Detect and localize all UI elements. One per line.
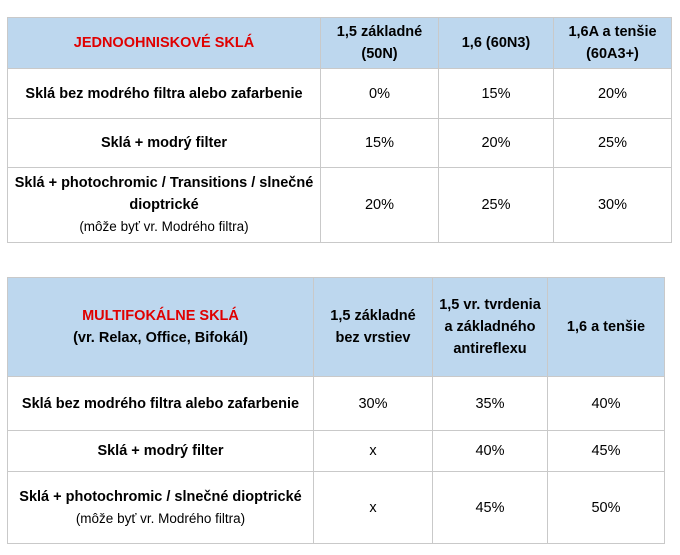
table-cell: 15%: [439, 69, 554, 119]
row-label: Sklá + photochromic / slnečné dioptrické: [19, 488, 302, 505]
table-cell: 30%: [314, 377, 433, 431]
table-cell: 45%: [548, 431, 665, 472]
row-note: (môže byť vr. Modrého filtra): [75, 510, 246, 526]
row-label: Sklá + modrý filter: [8, 431, 314, 472]
table-row: [8, 168, 672, 243]
table-row: [8, 472, 665, 544]
table-cell: 25%: [439, 168, 554, 243]
row-label: Sklá bez modrého filtra alebo zafarbenie: [8, 69, 321, 119]
table-cell: 15%: [321, 119, 439, 168]
single-vision-table: [7, 17, 672, 243]
table-row: [8, 69, 672, 119]
table-cell: 0%: [321, 69, 439, 119]
column-header: 1,6 a tenšie: [548, 278, 665, 377]
multifocal-table: [7, 277, 665, 544]
table-cell: 40%: [548, 377, 665, 431]
table-cell: 35%: [433, 377, 548, 431]
column-header: 1,6 (60N3): [439, 18, 554, 69]
row-label: Sklá + modrý filter: [8, 119, 321, 168]
column-header: 1,5 vr. tvrdenia a základného antireflexu: [433, 278, 548, 377]
table-subtitle: (vr. Relax, Office, Bifokál): [73, 330, 248, 346]
row-note: (môže byť vr. Modrého filtra): [79, 219, 249, 234]
table-title-cell: [8, 278, 314, 377]
table-row: [8, 119, 672, 168]
table-cell: 30%: [554, 168, 672, 243]
table-cell: 40%: [433, 431, 548, 472]
table-row: [8, 377, 665, 431]
table-title: MULTIFOKÁLNE SKLÁ: [82, 308, 239, 324]
table-cell: 45%: [433, 472, 548, 544]
table-row: [8, 431, 665, 472]
table-cell: 20%: [439, 119, 554, 168]
table-cell: 25%: [554, 119, 672, 168]
table-cell: 20%: [321, 168, 439, 243]
row-label: Sklá + photochromic / Transitions / slnečné dioptrické: [14, 175, 314, 213]
column-header: 1,6A a tenšie (60A3+): [554, 18, 672, 69]
row-label-cell: [8, 168, 321, 243]
row-label-cell: [8, 472, 314, 544]
table-cell: x: [314, 431, 433, 472]
table-title-cell: [8, 18, 321, 69]
table-title: JEDNOOHNISKOVÉ SKLÁ: [73, 35, 255, 51]
table-cell: 50%: [548, 472, 665, 544]
row-label: Sklá bez modrého filtra alebo zafarbenie: [8, 377, 314, 431]
table-cell: 20%: [554, 69, 672, 119]
table-cell: x: [314, 472, 433, 544]
column-header: 1,5 základné bez vrstiev: [314, 278, 433, 377]
column-header: 1,5 základné (50N): [321, 18, 439, 69]
